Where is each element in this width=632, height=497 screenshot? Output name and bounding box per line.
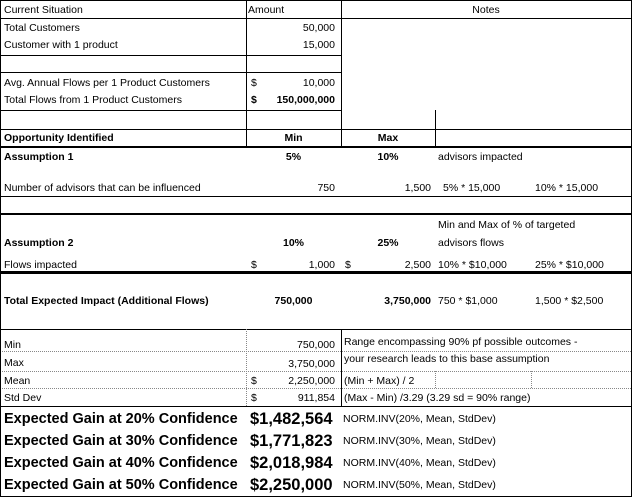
min-header: Min	[284, 132, 303, 144]
gain-40-label: Expected Gain at 40% Confidence	[4, 455, 238, 471]
mean-note: (Min + Max) / 2	[344, 375, 415, 387]
grid-line	[0, 55, 246, 56]
flows-note-min: 10% * $10,000	[438, 259, 507, 271]
grid-line	[341, 329, 342, 406]
gain-50-formula: NORM.INV(50%, Mean, StdDev)	[343, 479, 496, 491]
assumption-2-note-line1: Min and Max of % of targeted	[438, 219, 576, 231]
flows-impacted-min-currency: $	[251, 259, 257, 271]
gain-50-label: Expected Gain at 50% Confidence	[4, 477, 238, 493]
avg-annual-flows-value: 10,000	[302, 77, 335, 89]
grid-line	[0, 129, 631, 130]
grid-line	[0, 213, 631, 215]
assumption-1-min: 5%	[285, 151, 302, 163]
gain-30-value: $1,771,823	[250, 432, 333, 450]
grid-line	[0, 72, 246, 73]
advisors-note-min: 5% * 15,000	[443, 182, 501, 194]
grid-line	[341, 0, 342, 147]
grid-line	[246, 72, 341, 73]
total-customers-label: Total Customers	[4, 22, 80, 34]
total-impact-max: 3,750,000	[384, 295, 431, 307]
total-customers-value: 50,000	[302, 22, 335, 34]
gain-20-value: $1,482,564	[250, 410, 333, 428]
grid-line	[246, 55, 341, 56]
std-note: (Max - Min) /3.29 (3.29 sd = 90% range)	[344, 392, 531, 404]
grid-line	[0, 406, 631, 407]
assumption-1-note: advisors impacted	[438, 151, 523, 163]
grid-line	[531, 371, 532, 388]
total-flows-value: 150,000,000	[276, 94, 335, 106]
flows-impacted-max-currency: $	[345, 259, 351, 271]
total-impact-note-min: 750 * $1,000	[438, 295, 498, 307]
advisors-influenced-min: 750	[317, 182, 335, 194]
stats-std-label: Std Dev	[4, 392, 42, 404]
stats-mean-value: 2,250,000	[288, 375, 335, 387]
assumption-2-title: Assumption 2	[4, 237, 74, 249]
notes-header: Notes	[472, 4, 500, 16]
flows-impacted-max: 2,500	[404, 259, 431, 271]
flows-impacted-label: Flows impacted	[4, 259, 77, 271]
grid-line	[0, 18, 631, 19]
avg-annual-flows-currency: $	[251, 77, 257, 89]
avg-annual-flows-label: Avg. Annual Flows per 1 Product Customers	[4, 77, 210, 89]
range-note-line2: your research leads to this base assumption	[344, 353, 550, 365]
customer-1-product-label: Customer with 1 product	[4, 39, 118, 51]
assumption-2-note-line2: advisors flows	[438, 237, 504, 249]
grid-line	[0, 0, 631, 1]
flows-note-max: 25% * $10,000	[535, 259, 604, 271]
gain-40-formula: NORM.INV(40%, Mean, StdDev)	[343, 457, 496, 469]
gain-50-value: $2,250,000	[250, 476, 333, 494]
assumption-1-title: Assumption 1	[4, 151, 74, 163]
max-header: Max	[377, 132, 399, 144]
total-flows-label: Total Flows from 1 Product Customers	[4, 94, 182, 106]
stats-min-label: Min	[4, 339, 21, 351]
gain-20-formula: NORM.INV(20%, Mean, StdDev)	[343, 413, 496, 425]
grid-line	[0, 371, 631, 372]
flows-impacted-min: 1,000	[308, 259, 335, 271]
assumption-2-max: 25%	[377, 237, 399, 249]
gain-30-label: Expected Gain at 30% Confidence	[4, 433, 238, 449]
total-flows-currency: $	[251, 94, 257, 106]
stats-std-currency: $	[251, 392, 257, 404]
stats-std-value: 911,854	[297, 392, 335, 404]
gain-30-formula: NORM.INV(30%, Mean, StdDev)	[343, 435, 496, 447]
advisors-influenced-max: 1,500	[404, 182, 431, 194]
grid-line	[0, 329, 631, 330]
stats-max-value: 3,750,000	[288, 358, 335, 370]
assumption-1-max: 10%	[377, 151, 399, 163]
current-situation-header: Current Situation	[4, 4, 83, 16]
stats-max-label: Max	[4, 357, 24, 369]
total-impact-note-max: 1,500 * $2,500	[535, 295, 604, 307]
grid-line	[0, 0, 1, 497]
grid-line	[435, 371, 436, 388]
stats-min-value: 750,000	[297, 339, 335, 351]
advisors-note-max: 10% * 15,000	[535, 182, 599, 194]
grid-line	[0, 146, 631, 148]
total-impact-label: Total Expected Impact (Additional Flows)	[4, 295, 209, 307]
gain-20-label: Expected Gain at 20% Confidence	[4, 411, 238, 427]
customer-1-product-value: 15,000	[302, 39, 335, 51]
range-note-line1: Range encompassing 90% pf possible outcomes -	[344, 336, 578, 348]
amount-header: Amount	[248, 4, 285, 16]
assumption-2-min: 10%	[282, 237, 304, 249]
stats-mean-currency: $	[251, 375, 257, 387]
grid-line	[0, 196, 631, 197]
stats-mean-label: Mean	[4, 375, 31, 387]
advisors-influenced-label: Number of advisors that can be influenced	[4, 182, 201, 194]
grid-line	[0, 110, 341, 111]
grid-line	[435, 110, 436, 147]
grid-line	[0, 388, 631, 389]
opportunity-header: Opportunity Identified	[4, 132, 114, 144]
gain-40-value: $2,018,984	[250, 454, 333, 472]
total-impact-min: 750,000	[274, 295, 313, 307]
